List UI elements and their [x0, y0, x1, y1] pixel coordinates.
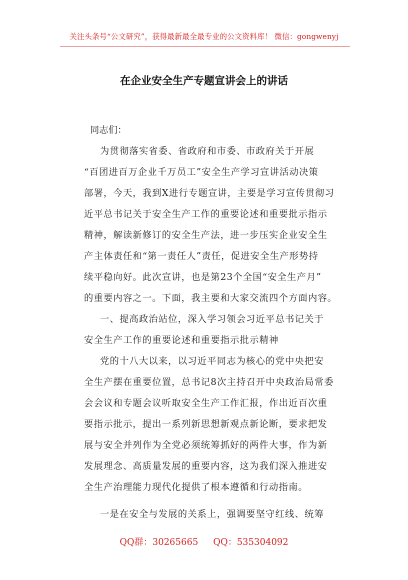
promo-banner: 关注头条号“公文研究”，获得最新最全最专业的公文资料库！ 微信：gongwenyj: [69, 32, 339, 41]
section-heading-line: 一、提高政治站位，深入学习领会习近平总书记关于: [100, 314, 324, 325]
body-line: 党的十八大以来，以习近平同志为核心的党中央把安: [100, 356, 324, 367]
body-line: 会会议和专题会议听取安全生产工作汇报，作出近百次重: [84, 398, 328, 409]
body-line: 精神，解读新修订的安全生产法，进一步压实企业安全生: [84, 230, 328, 241]
body-line: 一是在安全与发展的关系上，强调要坚守红线、统筹: [100, 509, 324, 520]
qq-number: QQ：535304092: [213, 538, 289, 548]
body-line: 近平总书记关于安全生产工作的重要论述和重要批示指示: [84, 209, 328, 220]
body-line: 为贯彻落实省委、省政府和市委、市政府关于开展: [100, 146, 315, 157]
header-divider: [60, 46, 350, 47]
body-line: 全生产治理能力现代化提供了根本遵循和行动指南。: [84, 482, 308, 493]
body-line: 产主体责任和“第一责任人”责任，促进安全生产形势持: [84, 251, 319, 262]
body-line: 展与安全并列作为全党必须统筹抓好的两件大事，作为新: [84, 440, 328, 451]
qq-group-number: QQ群：30265665: [119, 538, 199, 548]
body-line: 全生产摆在重要位置，总书记8次主持召开中央政治局常委: [84, 377, 334, 388]
section-heading-line: 安全生产工作的重要论述和重要指示批示精神: [84, 335, 279, 346]
body-line: 部署，今天，我到X进行专题宣讲，主要是学习宣传贯彻习: [84, 188, 335, 199]
body-line: “百团进百万企业千万员工”安全生产学习宣讲活动决策: [84, 167, 319, 178]
body-line: 发展理念、高质量发展的重要内容，这为我们深入推进安: [84, 461, 328, 472]
contact-footer: [0, 535, 408, 548]
body-line: 续平稳向好。此次宣讲，也是第23个全国“安全生产月”: [84, 272, 322, 283]
body-line: 的重要内容之一。下面，我主要和大家交流四个方面内容。: [84, 293, 338, 304]
body-line: 要指示批示，提出一系列新思想新观点新论断，要求把发: [84, 419, 328, 430]
salutation: 同志们：: [90, 125, 127, 136]
document-title: 在企业安全生产专题宣讲会上的讲话: [120, 75, 288, 87]
